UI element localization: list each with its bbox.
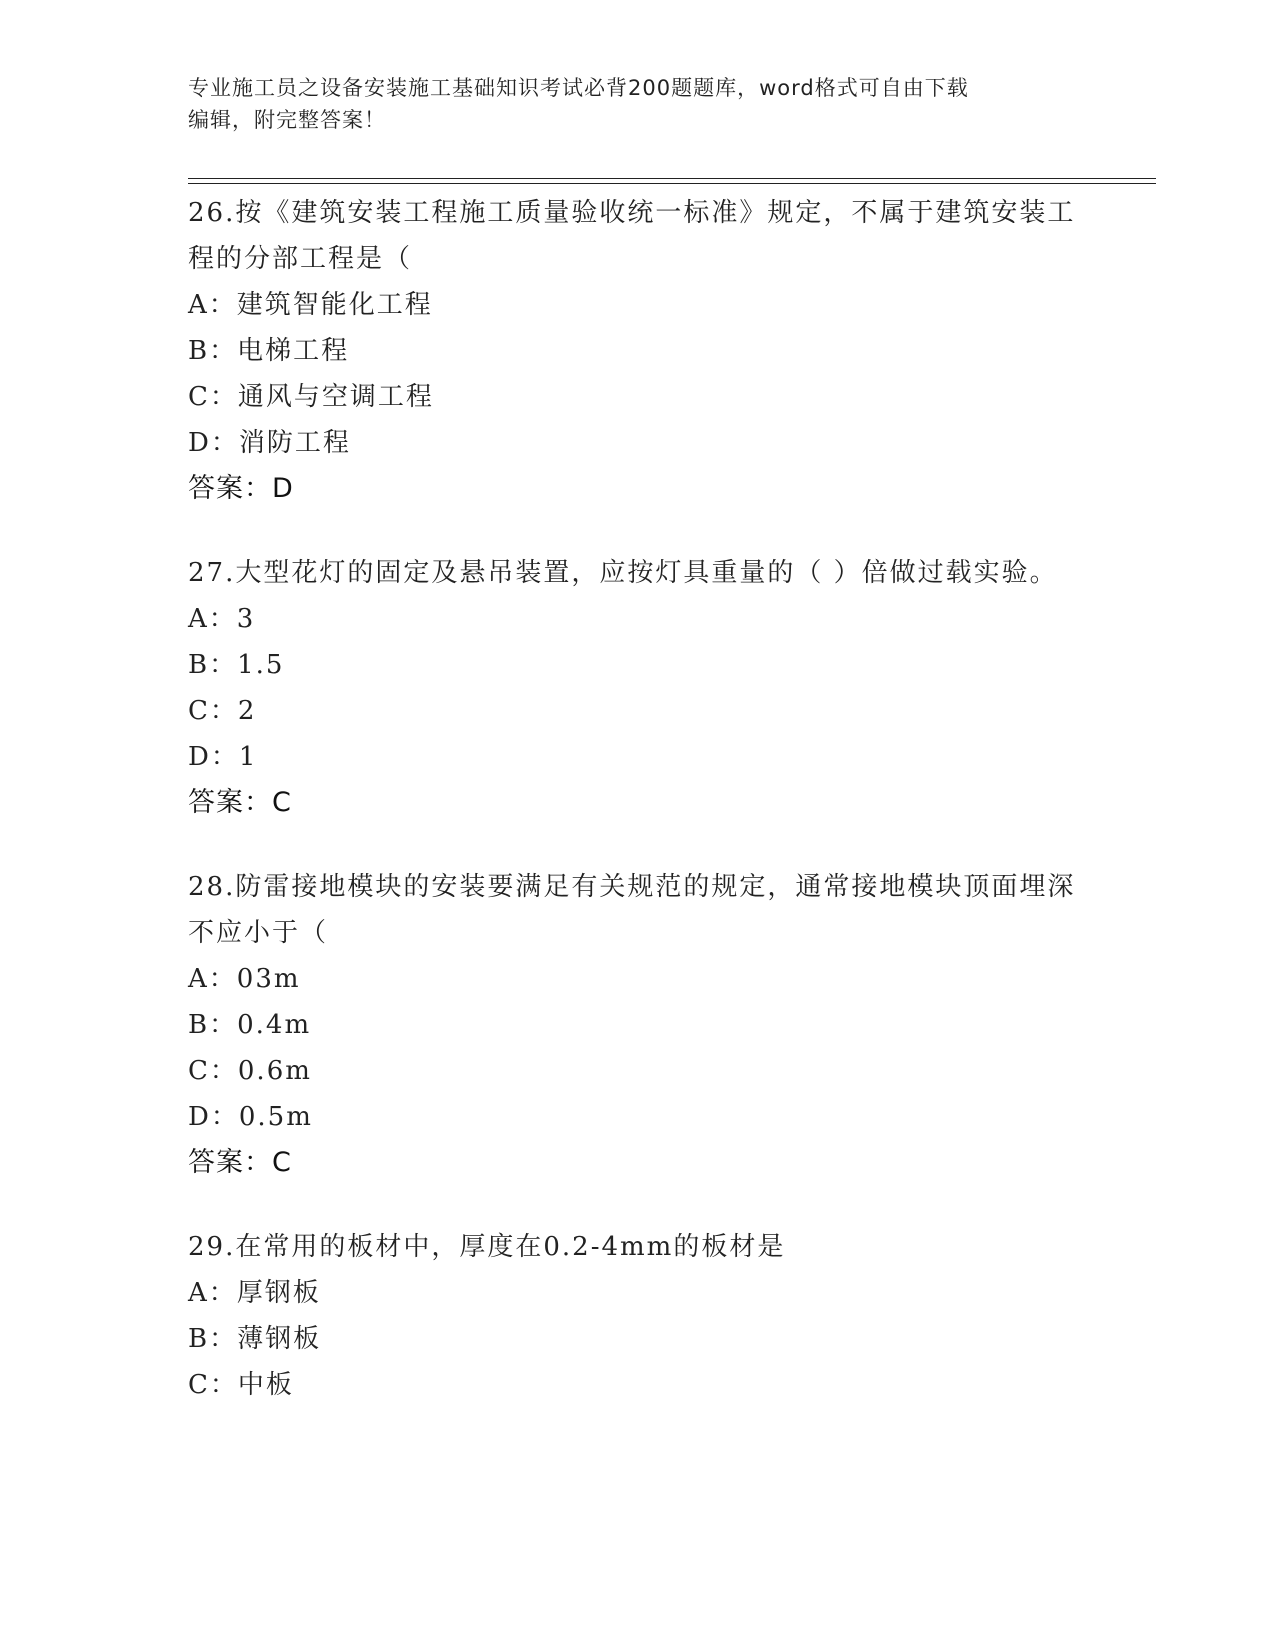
option-b: B：0.4m <box>188 1010 312 1040</box>
header-divider-top <box>188 178 1156 179</box>
option-c: C：通风与空调工程 <box>188 382 434 412</box>
answer-line: 答案：D <box>188 473 294 504</box>
option-b: B：电梯工程 <box>188 336 350 366</box>
option-d: D：消防工程 <box>188 428 351 458</box>
option-b: B：薄钢板 <box>188 1324 322 1354</box>
question-27 <box>188 550 1088 826</box>
option-d: D：1 <box>188 742 258 772</box>
header-divider-bottom <box>188 183 1156 184</box>
option-a: A：03m <box>188 964 301 994</box>
question-26 <box>188 190 1088 512</box>
option-b: B：1.5 <box>188 650 285 680</box>
option-a: A：3 <box>188 604 256 634</box>
option-d: D：0.5m <box>188 1102 313 1132</box>
option-c: C：0.6m <box>188 1056 312 1086</box>
question-list <box>188 190 1088 1446</box>
option-a: A：厚钢板 <box>188 1278 321 1308</box>
question-stem: 26.按《建筑安装工程施工质量验收统一标准》规定，不属于建筑安装工程的分部工程是（ <box>188 198 1076 274</box>
question-29 <box>188 1224 1088 1408</box>
question-stem: 28.防雷接地模块的安装要满足有关规范的规定，通常接地模块顶面埋深不应小于（ <box>188 872 1076 948</box>
option-c: C：中板 <box>188 1370 294 1400</box>
header-line-1: 专业施工员之设备安装施工基础知识考试必背200题题库，word格式可自由下载 <box>188 76 969 100</box>
answer-line: 答案：C <box>188 1147 292 1178</box>
question-28 <box>188 864 1088 1186</box>
option-c: C：2 <box>188 696 257 726</box>
question-stem: 29.在常用的板材中，厚度在0.2-4mm的板材是 <box>188 1232 786 1262</box>
header-line-2: 编辑，附完整答案！ <box>188 108 386 132</box>
option-a: A：建筑智能化工程 <box>188 290 433 320</box>
answer-line: 答案：C <box>188 787 292 818</box>
document-header <box>188 72 1088 136</box>
question-stem: 27.大型花灯的固定及悬吊装置，应按灯具重量的（ ）倍做过载实验。 <box>188 558 1058 588</box>
